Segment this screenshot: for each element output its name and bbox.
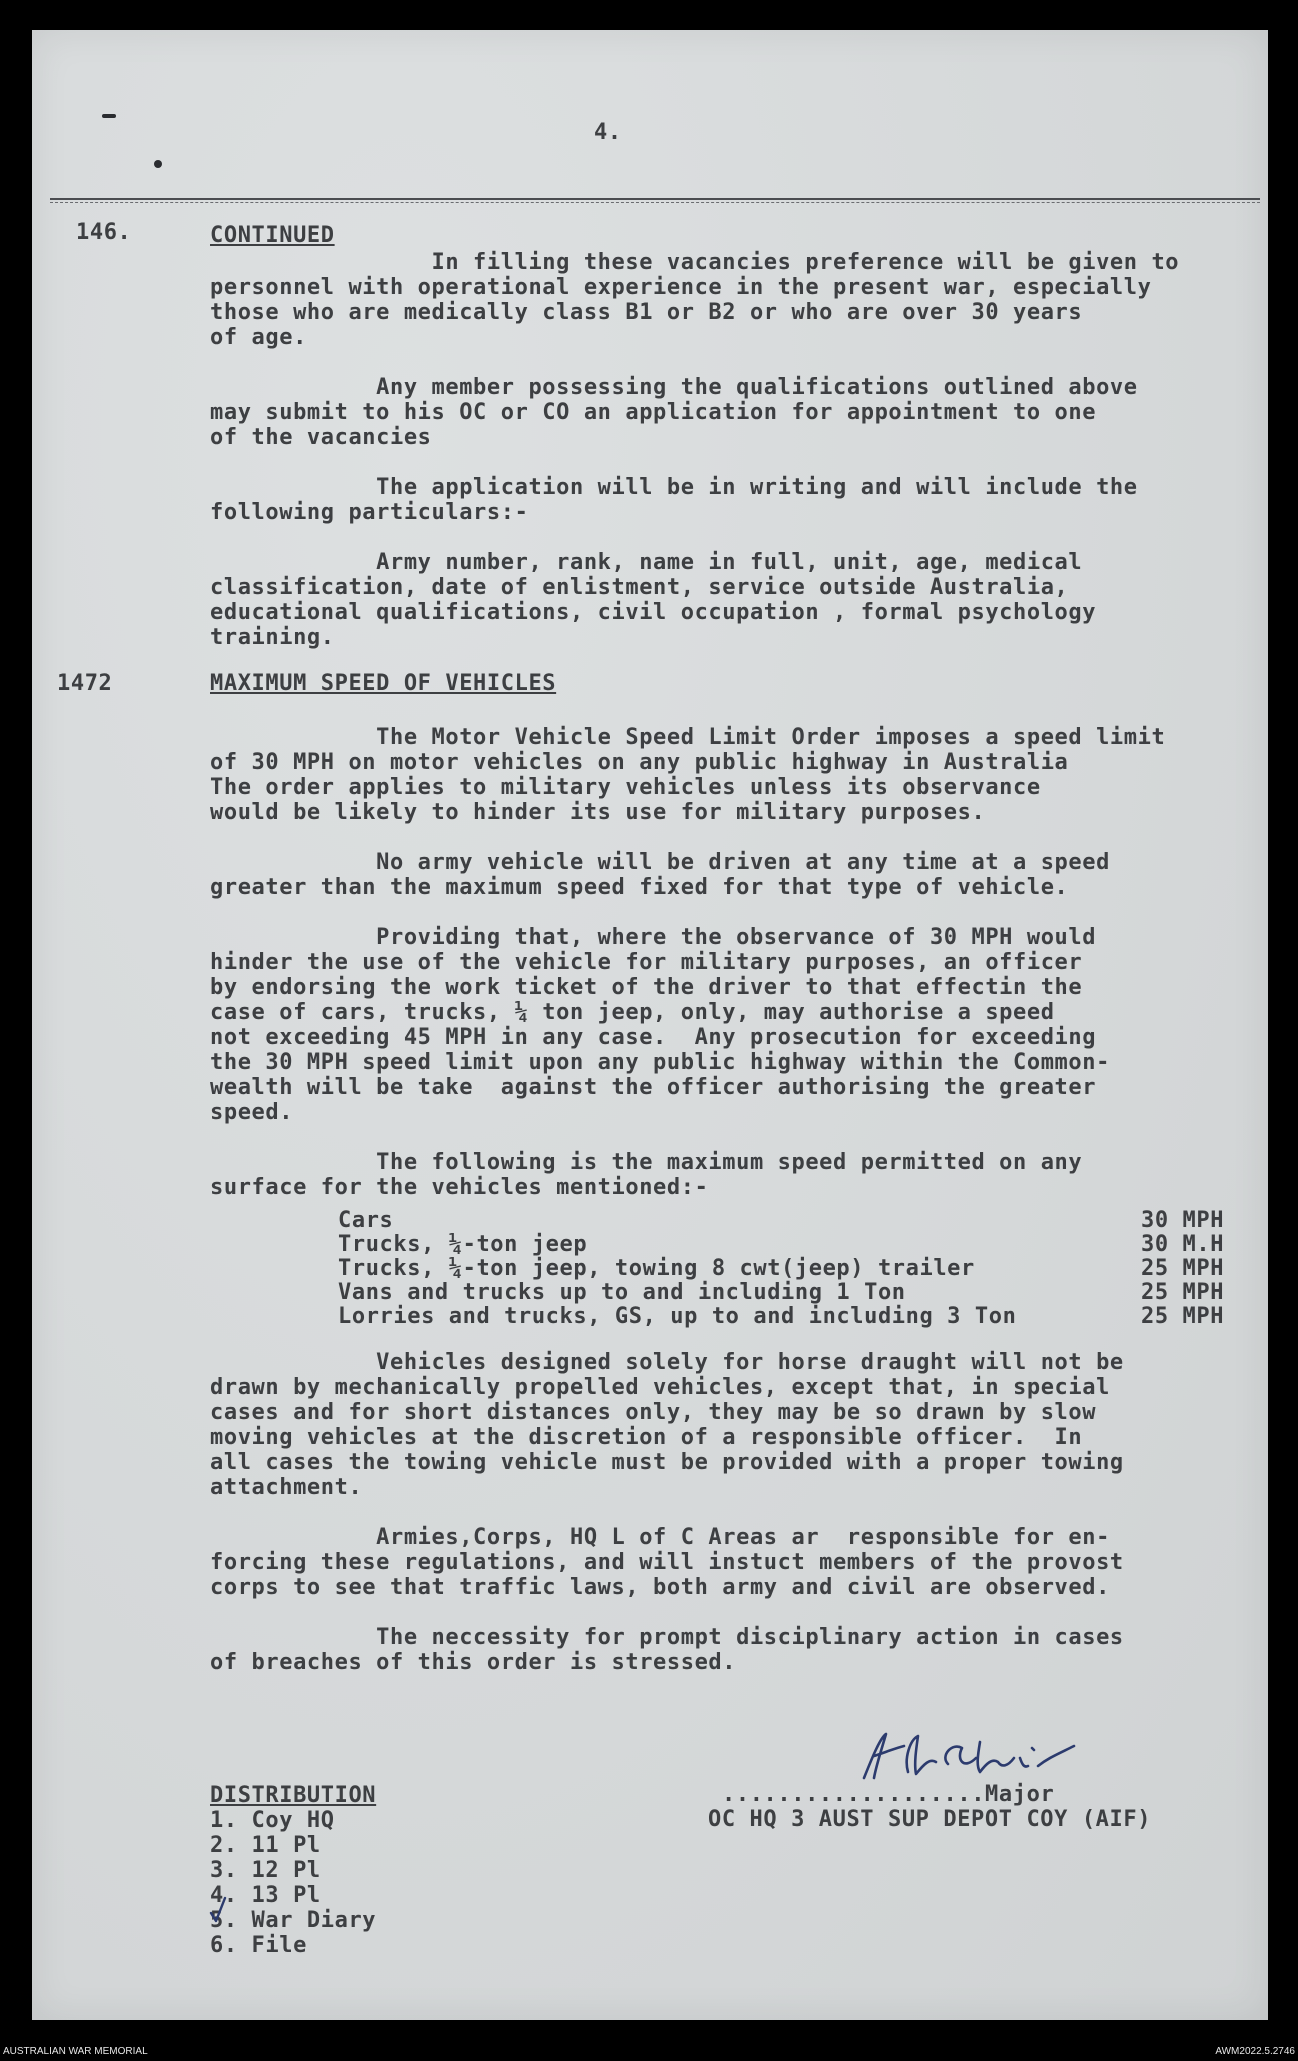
- speed-cell: 25 MPH: [1141, 1304, 1225, 1329]
- distribution-item: 6. File: [210, 1933, 307, 1958]
- distribution-item: 1. Coy HQ: [210, 1808, 335, 1833]
- footer-reference: AWM2022.5.2746: [1215, 2046, 1295, 2057]
- distribution-item: 4. 13 Pl: [210, 1883, 321, 1908]
- handwritten-signature: [852, 1728, 1092, 1788]
- vehicle-cell: Trucks, ¼-ton jeep, towing 8 cwt(jeep) trailer: [338, 1256, 975, 1281]
- distribution-item: 2. 11 Pl: [210, 1833, 321, 1858]
- table-row: [338, 1304, 1268, 1328]
- distribution-item: 3. 12 Pl: [210, 1858, 321, 1883]
- signature-line: ...................Major: [722, 1782, 1055, 1807]
- section-heading: CONTINUED: [210, 223, 335, 248]
- table-row: [338, 1256, 1268, 1280]
- section-body: In filling these vacancies preference will be given to personnel with operational experience in the present war, especially those who are medically class B1 or B2 or who are over 30 years of age. Any member possessing the qualifications outlined above may submit to his OC or CO an application for appointment to one of the vacancies The application will be in writing and will include the following particulars:- Army number, rank, name in full, unit, age, medical classification, date of enlistment, service outside Australia, educational qualifications, civil occupation , formal psychology training.: [210, 250, 1180, 650]
- section-heading: MAXIMUM SPEED OF VEHICLES: [210, 671, 557, 696]
- signatory-title: OC HQ 3 AUST SUP DEPOT COY (AIF): [708, 1807, 1152, 1832]
- section-body: The Motor Vehicle Speed Limit Order imposes a speed limit of 30 MPH on motor vehicles on any public highway in Australia The order applies to military vehicles unless its observance would be likely to hinder its use for military purposes. No army vehicle will be driven at any time at a speed greater than the maximum speed fixed for that type of vehicle. Providing that, where the observance of 30 MPH would hinder the use of the vehicle for military purposes, an officer by endorsing the work ticket of the driver to that effectin the case of cars, trucks, ¼ ton jeep, only, may authorise a speed not exceeding 45 MPH in any case. Any prosecution for exceeding the 30 MPH speed limit upon any public highway within the Common- wealth will be take against the officer authorising the greater speed. The following is the maximum speed permitted on any surface for the vehicles mentioned:-: [210, 725, 1166, 1200]
- header-rule: [50, 198, 1260, 200]
- table-row: [338, 1208, 1268, 1232]
- ink-mark: [154, 160, 162, 168]
- speed-cell: 25 MPH: [1141, 1256, 1225, 1281]
- section-number: 146.: [76, 220, 132, 245]
- vehicle-cell: Cars: [338, 1208, 394, 1233]
- section-number: 1472: [57, 671, 113, 696]
- vehicle-cell: Trucks, ¼-ton jeep: [338, 1232, 588, 1257]
- checkmark-icon: [209, 1895, 229, 1925]
- vehicle-cell: Lorries and trucks, GS, up to and including 3 Ton: [338, 1304, 1017, 1329]
- document-page: [32, 30, 1268, 2020]
- footer-source: AUSTRALIAN WAR MEMORIAL: [3, 2046, 148, 2057]
- speed-cell: 30 MPH: [1141, 1208, 1225, 1233]
- distribution-item: 5. War Diary: [210, 1908, 377, 1933]
- table-row: [338, 1232, 1268, 1256]
- speed-cell: 30 M.H: [1141, 1232, 1225, 1257]
- vehicle-cell: Vans and trucks up to and including 1 Ton: [338, 1280, 906, 1305]
- closing-paragraphs: Vehicles designed solely for horse draught will not be drawn by mechanically propelled vehicles, except that, in special cases and for short distances only, they may be so drawn by slow moving vehicles at the discretion of a responsible officer. In all cases the towing vehicle must be provided with a proper towing attachment. Armies,Corps, HQ L of C Areas ar responsible for en- forcing these regulations, and will instuct members of the provost corps to see that traffic laws, both army and civil are observed. The neccessity for prompt disciplinary action in cases of breaches of this order is stressed.: [210, 1350, 1124, 1675]
- distribution-heading: DISTRIBUTION: [210, 1783, 377, 1808]
- speed-table: [338, 1208, 1268, 1328]
- ink-mark: [102, 114, 116, 118]
- archive-footer: [0, 2020, 1298, 2061]
- speed-cell: 25 MPH: [1141, 1280, 1225, 1305]
- page-number: 4.: [594, 120, 622, 145]
- table-row: [338, 1280, 1268, 1304]
